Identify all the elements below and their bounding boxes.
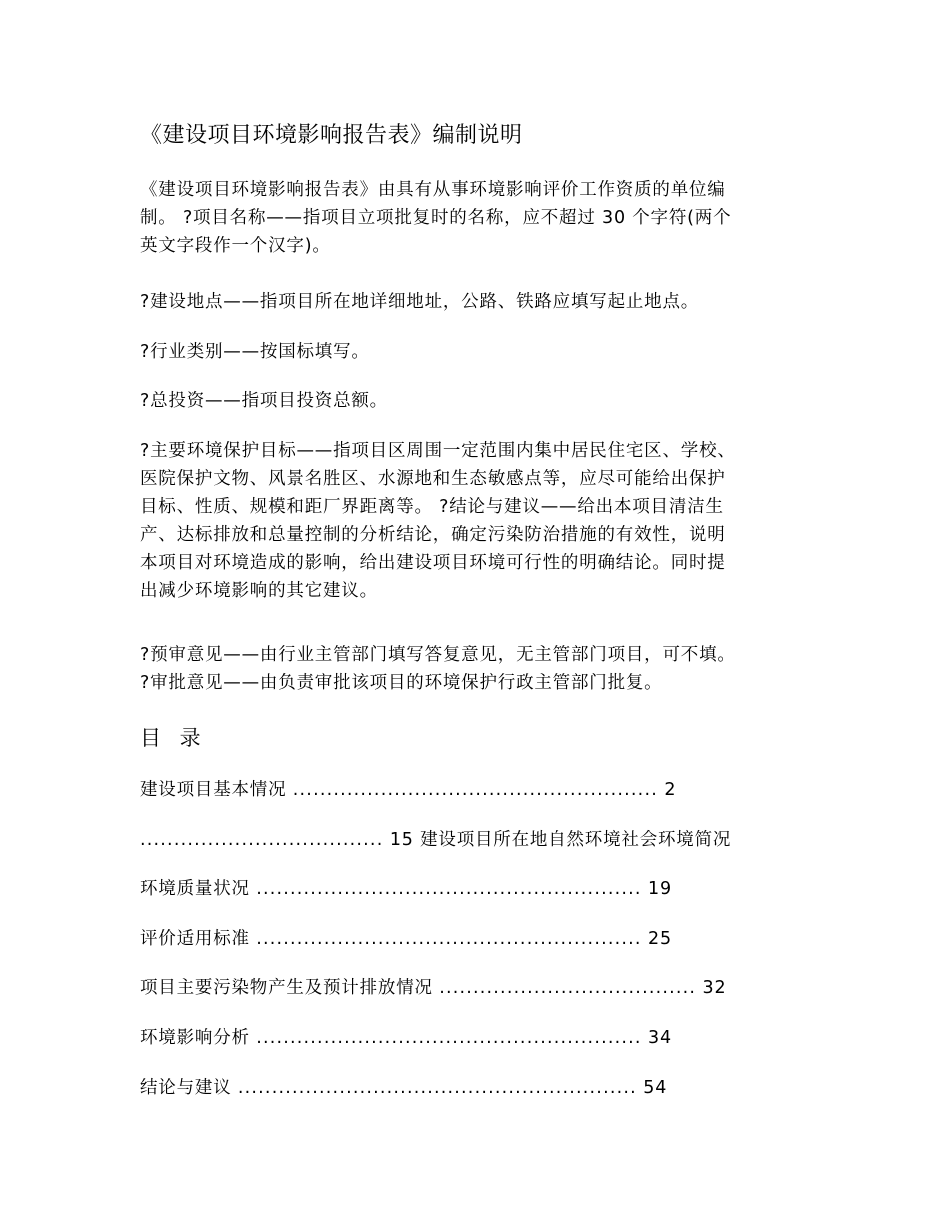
text-line: 制。 ?项目名称——指项目立项批复时的名称，应不超过 30 个字符(两个 [140,208,732,228]
toc-entry-leader: ......................................................... [256,879,642,899]
toc-entry-leader: ......................................................... [256,929,642,949]
toc-title: 目 录 [140,726,207,750]
text-line: 英文字段作一个汉字)。 [140,236,331,256]
toc-entry-page: 19 [648,879,672,899]
toc-entry-label: 建设项目基本情况 [140,780,287,800]
toc-entry-page: 2 [664,780,677,800]
text-line: ?主要环境保护目标——指项目区周围一定范围内集中居民住宅区、学校、 [140,441,736,461]
paragraph-location [140,288,820,316]
toc-entry[interactable] [140,877,672,901]
toc-entry-leader: .................................... [140,830,384,850]
toc-entry-label: 建设项目所在地自然环境社会环境简况 [420,830,732,850]
text-line: 目标、性质、规模和距厂界距离等。 ?结论与建议——给出本项目清洁生 [140,497,724,517]
paragraph-industry [140,338,820,366]
toc-entry[interactable] [140,1076,667,1100]
toc-entry-label: 结论与建议 [140,1078,232,1098]
text-line: 医院保护文物、风景名胜区、水源地和生态敏感点等，应尽可能给出保护 [140,469,726,489]
paragraph-intro [140,176,820,260]
toc-entry-leader: ...................................... [439,978,697,998]
text-line: ?预审意见——由行业主管部门填写答复意见，无主管部门项目，可不填。 [140,645,736,665]
toc-entry[interactable] [140,778,676,802]
text-line: 产、达标排放和总量控制的分析结论，确定污染防治措施的有效性，说明 [140,525,726,545]
text-line: 本项目对环境造成的影响，给出建设项目环境可行性的明确结论。同时提 [140,553,726,573]
toc-entry-page: 32 [702,978,727,998]
text-line: ?建设地点——指项目所在地详细地址，公路、铁路应填写起止地点。 [140,292,700,312]
toc-entry-page: 15 [389,830,414,850]
text-line: ?行业类别——按国标填写。 [140,342,370,362]
toc-entry[interactable] [140,1026,672,1050]
toc-entry[interactable] [140,976,726,1000]
document-title: 《建设项目环境影响报告表》编制说明 [140,123,523,148]
text-line: ?审批意见——由负责审批该项目的环境保护行政主管部门批复。 [140,673,663,693]
toc-entry-page: 54 [643,1078,668,1098]
paragraph-investment [140,387,820,415]
text-line: 出减少环境影响的其它建议。 [140,581,378,601]
toc-entry-label: 评价适用标准 [140,929,250,949]
toc-entry-leader: ...................................................... [292,780,658,800]
toc-entry-leader: ......................................................... [256,1028,642,1048]
toc-entry-label: 环境质量状况 [140,879,250,899]
text-line: ?总投资——指项目投资总额。 [140,391,388,411]
paragraph-review-opinion [140,641,820,697]
toc-entry-label: 项目主要污染物产生及预计排放情况 [140,978,433,998]
toc-entry[interactable] [140,927,672,951]
toc-entry-label: 环境影响分析 [140,1028,250,1048]
paragraph-protection-targets [140,437,820,605]
toc-entry-page: 25 [648,929,672,949]
toc-entry-leader: ........................................................... [237,1078,637,1098]
text-line: 《建设项目环境影响报告表》由具有从事环境影响评价工作资质的单位编 [140,180,726,200]
toc-entry-page: 34 [648,1028,672,1048]
toc-entry[interactable] [140,828,731,852]
